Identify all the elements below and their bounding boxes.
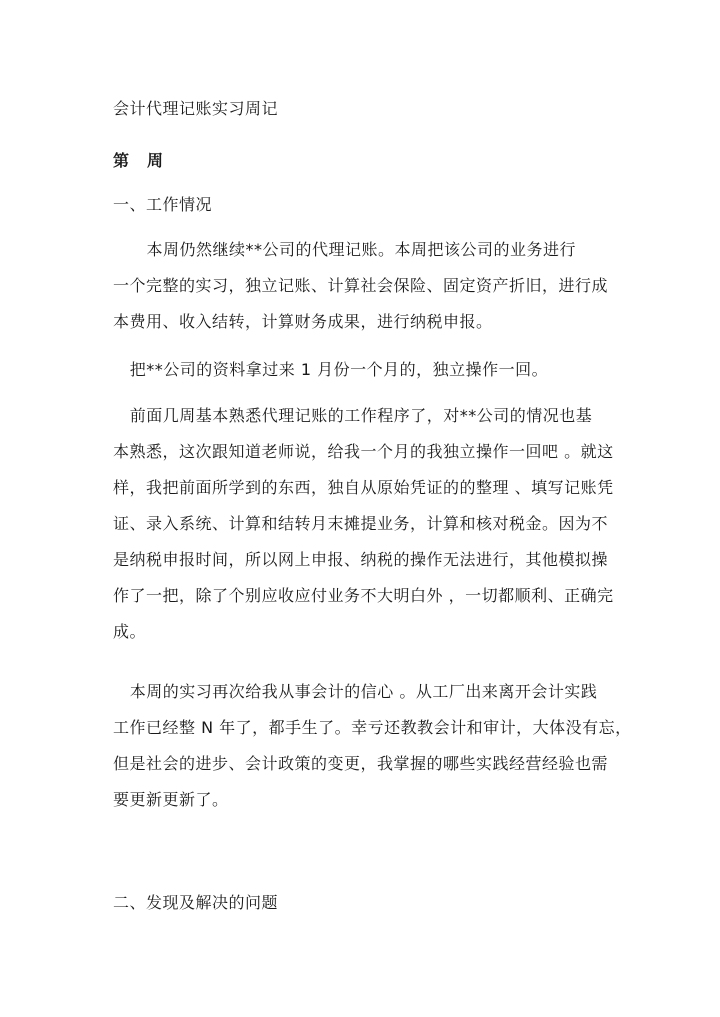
paragraph-line: 前面几周基本熟悉代理记账的工作程序了，对**公司的情况也基 <box>113 406 593 425</box>
paragraph-line: 成。 <box>113 622 147 641</box>
week-label-first: 第 <box>113 151 130 170</box>
paragraph-line: 是纳税申报时间，所以网上申报、纳税的操作无法进行，其他模拟操 <box>113 550 609 569</box>
document-title: 会计代理记账实习周记 <box>113 99 279 118</box>
section-heading-problems: 二、发现及解决的问题 <box>113 893 279 912</box>
week-label <box>113 148 163 171</box>
paragraph-4 <box>113 674 632 818</box>
paragraph-line: 本周的实习再次给我从事会计的信心 。从工厂出来离开会计实践 <box>113 682 598 701</box>
paragraph-line: 把**公司的资料拿过来 1 月份一个月的，独立操作一回。 <box>113 360 549 379</box>
paragraph-2 <box>113 352 613 388</box>
paragraph-3 <box>113 398 613 650</box>
week-label-second: 周 <box>147 151 164 170</box>
paragraph-line: 但是社会的进步、会计政策的变更，我掌握的哪些实践经营经验也需 <box>113 754 609 773</box>
paragraph-line: 一个完整的实习，独立记账、计算社会保险、固定资产折旧，进行成 <box>113 276 609 295</box>
paragraph-line: 本周仍然继续**公司的代理记账。本周把该公司的业务进行 <box>113 240 577 259</box>
section-heading-work: 一、工作情况 <box>113 195 213 214</box>
paragraph-line: 工作已经整 N 年了，都手生了。幸亏还教教会计和审计，大体没有忘， <box>113 718 632 737</box>
paragraph-line: 要更新更新了。 <box>113 790 229 809</box>
paragraph-line: 本熟悉，这次跟知道老师说，给我一个月的我独立操作一回吧 。就这 <box>113 442 614 461</box>
paragraph-line: 本费用、收入结转，计算财务成果，进行纳税申报。 <box>113 312 493 331</box>
paragraph-line: 作了一把，除了个别应收应付业务不大明白外 ，一切都顺利、正确完 <box>113 586 614 605</box>
paragraph-line: 样，我把前面所学到的东西，独自从原始凭证的的整理 、填写记账凭 <box>113 478 614 497</box>
paragraph-line: 证、录入系统、计算和结转月末摊提业务，计算和核对税金。因为不 <box>113 514 609 533</box>
paragraph-1 <box>113 232 613 340</box>
